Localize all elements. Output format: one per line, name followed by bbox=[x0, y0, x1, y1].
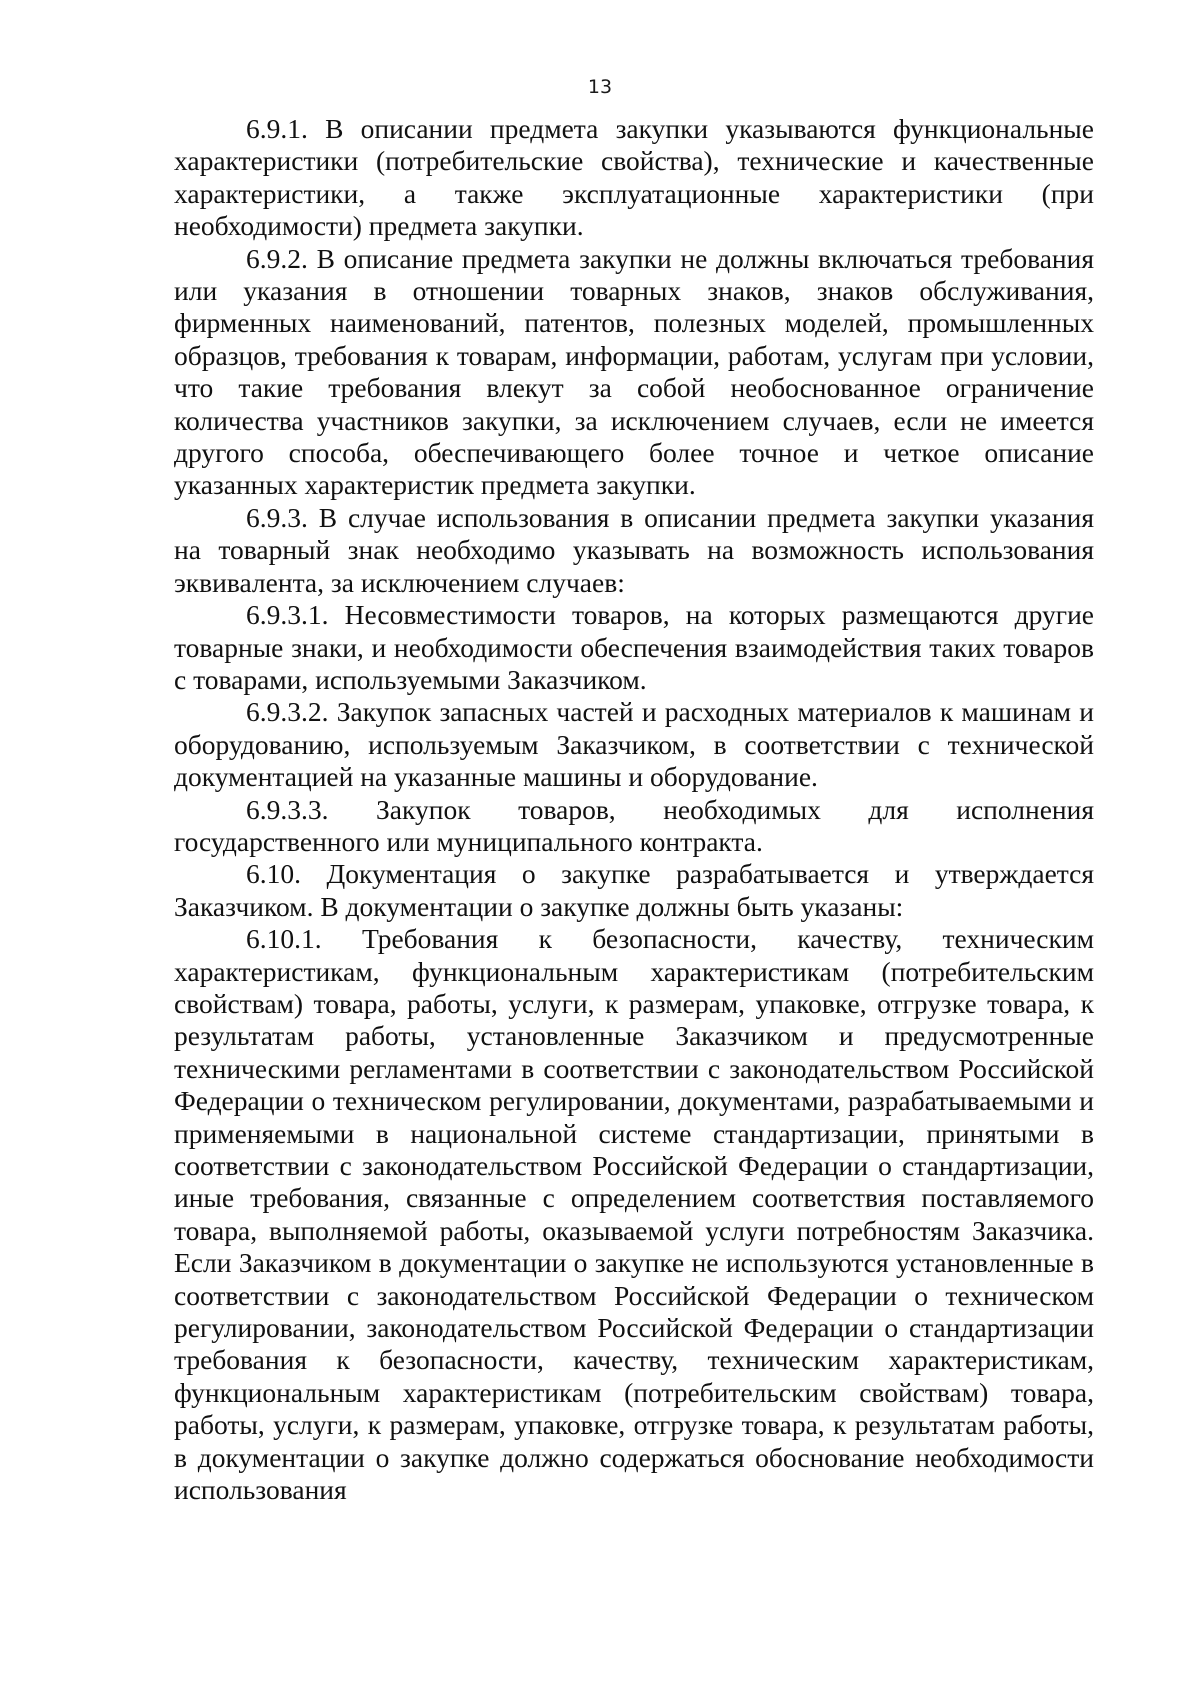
document-body bbox=[174, 113, 1094, 1506]
paragraph-6-9-3-3: 6.9.3.3. Закупок товаров, необходимых для исполнения государственного или муниципального контракта. bbox=[174, 793, 1094, 857]
paragraph-6-10-1: 6.10.1. Требования к безопасности, качеству, техническим характеристикам, функциональным характеристикам (потребительским свойствам) товара, работы, услуги, к размерам, упаковке, отгрузке товара, к результатам работы, установленные Заказчиком и предусмотренные техническими регламентами в соответствии с законодательством Российской Федерации о техническом регулировании, документами, разрабатываемыми и применяемыми в национальной системе стандартизации, принятыми в соответствии с законодательством Российской Федерации о стандартизации, иные требования, связанные с определением соответствия поставляемого товара, выполняемой работы, оказываемой услуги потребностям Заказчика. Если Заказчиком в документации о закупке не используются установленные в соответствии с законодательством Российской Федерации о техническом регулировании, законодательством Российской Федерации о стандартизации требования к безопасности, качеству, техническим характеристикам, функциональным характеристикам (потребительским свойствам) товара, работы, услуги, к размерам, упаковке, отгрузке товара, к результатам работы, в документации о закупке должно содержаться обоснование необходимости использования bbox=[174, 923, 1094, 1506]
paragraph-6-10: 6.10. Документация о закупке разрабатывается и утверждается Заказчиком. В документации о закупке должны быть указаны: bbox=[174, 858, 1094, 922]
paragraph-6-9-2: 6.9.2. В описание предмета закупки не должны включаться требования или указания в отношении товарных знаков, знаков обслуживания, фирменных наименований, патентов, полезных моделей, промышленных образцов, требования к товарам, информации, работам, услугам при условии, что такие требования влекут за собой необоснованное ограничение количества участников закупки, за исключением случаев, если не имеется другого способа, обеспечивающего более точное и четкое описание указанных характеристик предмета закупки. bbox=[174, 242, 1094, 501]
paragraph-6-9-1: 6.9.1. В описании предмета закупки указываются функциональные характеристики (потребительские свойства), технические и качественные характеристики, а также эксплуатационные характеристики (при необходимости) предмета закупки. bbox=[174, 113, 1094, 242]
paragraph-6-9-3-2: 6.9.3.2. Закупок запасных частей и расходных материалов к машинам и оборудованию, используемым Заказчиком, в соответствии с технической документацией на указанные машины и оборудование. bbox=[174, 696, 1094, 793]
paragraph-6-9-3: 6.9.3. В случае использования в описании предмета закупки указания на товарный знак необходимо указывать на возможность использования эквивалента, за исключением случаев: bbox=[174, 501, 1094, 598]
page-number: 13 bbox=[587, 76, 613, 98]
paragraph-6-9-3-1: 6.9.3.1. Несовместимости товаров, на которых размещаются другие товарные знаки, и необходимости обеспечения взаимодействия таких товаров с товарами, используемыми Заказчиком. bbox=[174, 599, 1094, 695]
